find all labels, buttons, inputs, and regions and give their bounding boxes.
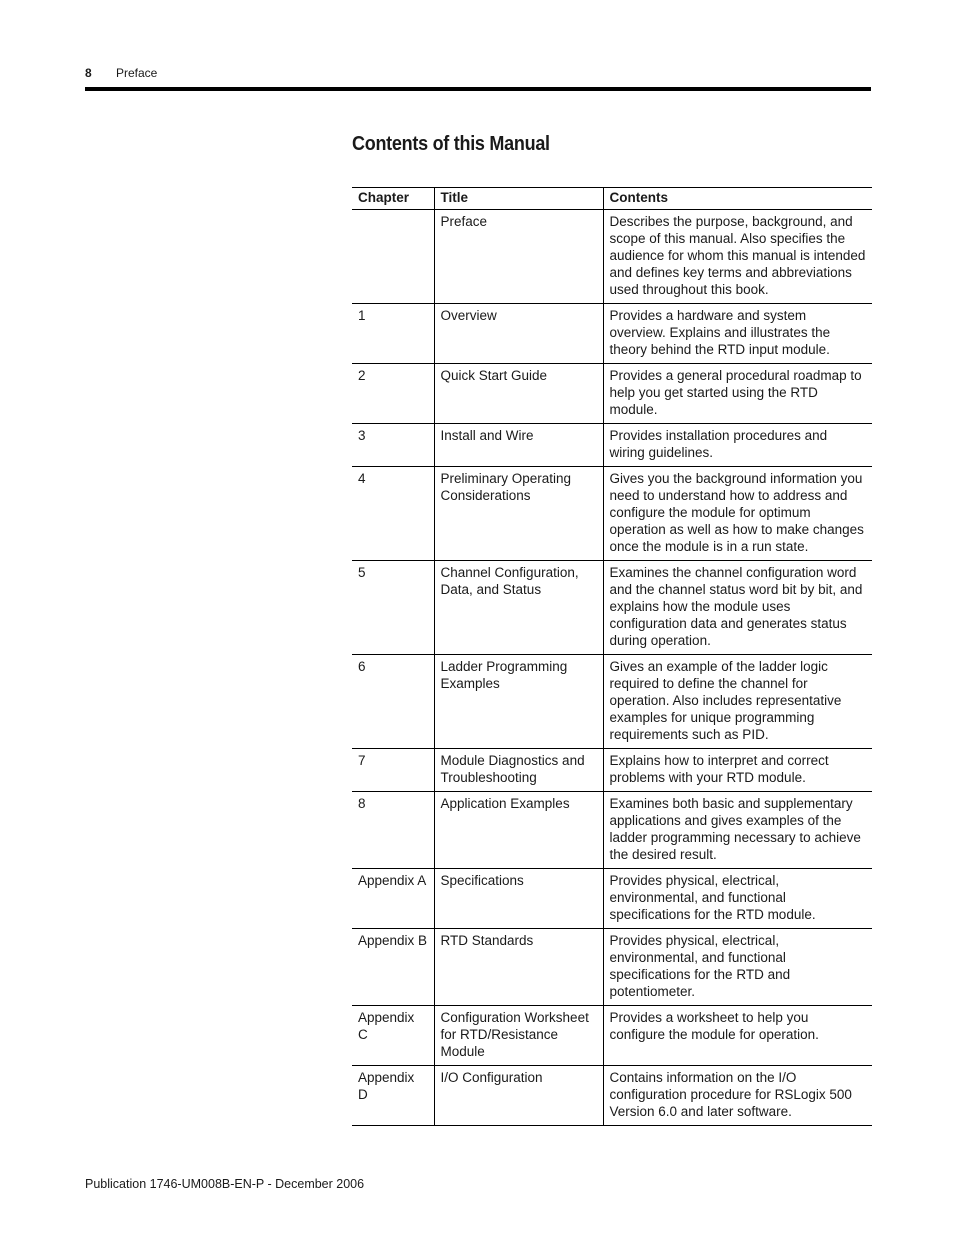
publication-footer: Publication 1746-UM008B-EN-P - December 2006 — [85, 1177, 365, 1191]
column-header-contents: Contents — [603, 188, 872, 210]
section-title: Contents of this Manual — [352, 133, 550, 155]
chapter-cell: 5 — [352, 561, 434, 655]
table-row — [352, 424, 872, 467]
chapter-cell: 3 — [352, 424, 434, 467]
chapter-cell: Appendix B — [352, 929, 434, 1006]
contents-cell: Provides a general procedural roadmap to help you get started using the RTD module. — [603, 364, 872, 424]
contents-table — [352, 187, 872, 1126]
table-row — [352, 364, 872, 424]
contents-cell: Examines the channel configuration word and the channel status word bit by bit, and explains how the module uses configuration data and generates status during operation. — [603, 561, 872, 655]
table-row — [352, 561, 872, 655]
contents-cell: Provides installation procedures and wiring guidelines. — [603, 424, 872, 467]
table-row — [352, 655, 872, 749]
contents-cell: Provides a worksheet to help you configure the module for operation. — [603, 1006, 872, 1066]
title-cell: Specifications — [434, 869, 603, 929]
column-header-chapter: Chapter — [352, 188, 434, 210]
chapter-cell: 2 — [352, 364, 434, 424]
contents-cell: Provides a hardware and system overview. Explains and illustrates the theory behind the RTD input module. — [603, 304, 872, 364]
table-row — [352, 929, 872, 1006]
chapter-cell: 8 — [352, 792, 434, 869]
table-row — [352, 792, 872, 869]
title-cell: RTD Standards — [434, 929, 603, 1006]
title-cell: Configuration Worksheet for RTD/Resistance Module — [434, 1006, 603, 1066]
table-row — [352, 1066, 872, 1126]
page-number: 8 — [85, 66, 92, 80]
header-rule — [85, 87, 871, 91]
contents-cell: Describes the purpose, background, and scope of this manual. Also specifies the audience for whom this manual is intended and defines key terms and abbreviations used throughout this book. — [603, 210, 872, 304]
title-cell: I/O Configuration — [434, 1066, 603, 1126]
title-cell: Preface — [434, 210, 603, 304]
chapter-cell — [352, 210, 434, 304]
table-row — [352, 304, 872, 364]
chapter-cell: 4 — [352, 467, 434, 561]
title-cell: Ladder Programming Examples — [434, 655, 603, 749]
contents-cell: Gives an example of the ladder logic required to define the channel for operation. Also includes representative examples for unique programming requirements such as PID. — [603, 655, 872, 749]
table-row — [352, 869, 872, 929]
chapter-cell: Appendix A — [352, 869, 434, 929]
title-cell: Preliminary Operating Considerations — [434, 467, 603, 561]
title-cell: Quick Start Guide — [434, 364, 603, 424]
contents-cell: Explains how to interpret and correct problems with your RTD module. — [603, 749, 872, 792]
header-section-name: Preface — [116, 66, 158, 80]
contents-cell: Examines both basic and supplementary applications and gives examples of the ladder programming necessary to achieve the desired result. — [603, 792, 872, 869]
contents-cell: Contains information on the I/O configuration procedure for RSLogix 500 Version 6.0 and later software. — [603, 1066, 872, 1126]
chapter-cell: 6 — [352, 655, 434, 749]
column-header-title: Title — [434, 188, 603, 210]
contents-cell: Gives you the background information you need to understand how to address and configure the module for optimum operation as well as how to make changes once the module is in a run state. — [603, 467, 872, 561]
table-row — [352, 467, 872, 561]
chapter-cell: 7 — [352, 749, 434, 792]
table-row — [352, 749, 872, 792]
contents-cell: Provides physical, electrical, environmental, and functional specifications for the RTD and potentiometer. — [603, 929, 872, 1006]
title-cell: Install and Wire — [434, 424, 603, 467]
table-row — [352, 210, 872, 304]
title-cell: Application Examples — [434, 792, 603, 869]
table-header-row — [352, 188, 872, 210]
contents-cell: Provides physical, electrical, environmental, and functional specifications for the RTD module. — [603, 869, 872, 929]
chapter-cell: Appendix C — [352, 1006, 434, 1066]
title-cell: Channel Configuration, Data, and Status — [434, 561, 603, 655]
table-row — [352, 1006, 872, 1066]
title-cell: Overview — [434, 304, 603, 364]
title-cell: Module Diagnostics and Troubleshooting — [434, 749, 603, 792]
page-header — [85, 66, 871, 88]
chapter-cell: Appendix D — [352, 1066, 434, 1126]
chapter-cell: 1 — [352, 304, 434, 364]
